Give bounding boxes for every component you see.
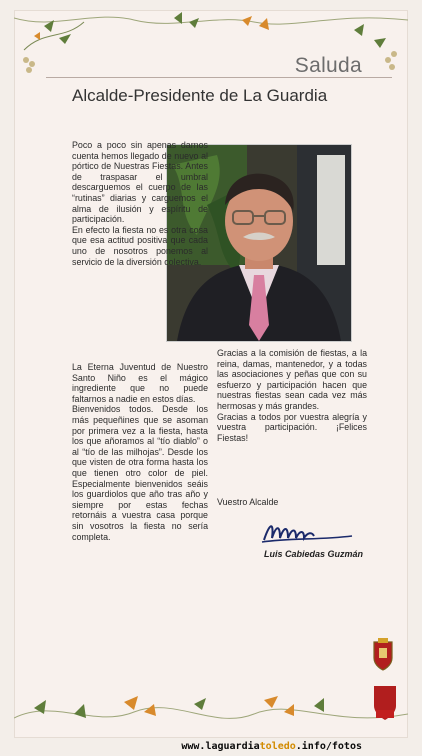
- handwritten-signature: [260, 518, 356, 546]
- program-page: [14, 10, 408, 738]
- paragraph: Bienvenidos todos. Desde los más pequeñines que se asoman por primera vez a la fiesta, hasta los que añoramos al “tío diablo” o al “tío de las milhojas”. Desde los que visten de otra forma hasta los que tienen otro color de piel. Especialmente bienvenidos seáis los guardiolos que año tras año y siempre por estas fechas retornáis a vuestra casa porque sin vosotros la fiesta no sería completa.: [72, 404, 208, 542]
- heading-rule: [46, 77, 392, 78]
- website-url[interactable]: [181, 741, 362, 752]
- thanks-text-column: [217, 348, 367, 443]
- floral-ornament-top: [14, 10, 408, 90]
- program-badge-icon: [370, 682, 400, 722]
- section-heading: Saluda: [294, 54, 362, 77]
- url-prefix: www.laguardia: [181, 741, 260, 752]
- paragraph: Poco a poco sin apenas darnos cuenta hemos llegado de nuevo al pórtico de Nuestras Fiestas. Antes de traspasar el umbral descarguemos el cuerpo de las “rutinas” diarias y carguemos el alma de ilusión y espíritu de participación.: [72, 140, 208, 225]
- signature-name: Luis Cabiedas Guzmán: [264, 549, 364, 559]
- url-suffix: .info/fotos: [295, 741, 362, 752]
- page-title: Alcalde-Presidente de La Guardia: [72, 86, 328, 105]
- paragraph: En efecto la fiesta no es otra cosa que esa actitud positiva que cada uno de nosotros ponemos al servicio de la diversión colectiva.: [72, 224, 208, 267]
- url-accent: toledo: [259, 741, 296, 752]
- floral-ornament-bottom: [14, 678, 408, 738]
- paragraph: Gracias a todos por vuestra alegría y vuestra participación. ¡Felices Fiestas!: [217, 411, 367, 443]
- main-text-column: [72, 362, 208, 542]
- town-crest-icon: [368, 636, 398, 674]
- intro-text-column: [72, 140, 208, 267]
- paragraph: Gracias a la comisión de fiestas, a la reina, damas, mantenedor, y a todas las asociaciones y peñas que con su esfuerzo y participación hacen que nuestras fiestas sean cada vez más hermosas y más grandes.: [217, 348, 367, 411]
- paragraph: La Eterna Juventud de Nuestro Santo Niño es el mágico ingrediente que no puede faltarnos a nadie en estos días.: [72, 362, 208, 404]
- closing-line: Vuestro Alcalde: [217, 497, 279, 507]
